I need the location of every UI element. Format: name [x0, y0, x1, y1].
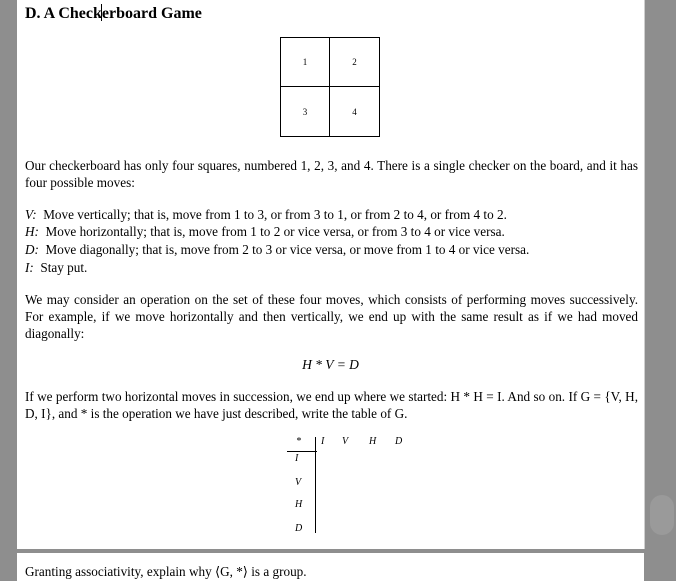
table-row-header-4: D — [295, 523, 303, 534]
move-h-line — [25, 223, 505, 240]
table-horizontal-rule — [287, 451, 317, 452]
document-page — [17, 0, 645, 549]
intro-paragraph: Our checkerboard has only four squares, numbered 1, 2, 3, and 4. There is a single checker on the board, and it has four possible moves: — [25, 158, 638, 190]
move-i-key: I: — [25, 260, 34, 275]
board-square-3: 3 — [281, 87, 330, 136]
move-i-line — [25, 259, 87, 276]
operation-paragraph: We may consider an operation on the set of these four moves, which consists of performing moves successively. For example, if we move horizontally and then vertically, we end up with the same result as if we had moved diagonally: — [25, 292, 638, 341]
table-row-header-2: V — [295, 477, 302, 488]
operation-table — [271, 436, 411, 536]
table-col-header-4: D — [395, 436, 403, 447]
move-v-text: Move vertically; that is, move from 1 to 3, or from 3 to 1, or from 2 to 4, or from 4 to 2. — [43, 207, 507, 222]
checkerboard-figure — [280, 37, 380, 137]
move-d-key: D: — [25, 242, 39, 257]
move-i-text: Stay put. — [40, 260, 88, 275]
move-h-text: Move horizontally; that is, move from 1 to 2 or vice versa, or from 3 to 4 or vice versa. — [45, 224, 505, 239]
heading-text-start: D. A Check — [25, 5, 102, 22]
example-equation: H * V = D — [302, 357, 359, 372]
move-d-line — [25, 241, 529, 258]
move-d-text: Move diagonally; that is, move from 2 to 3 or vice versa, or move from 1 to 4 or vice versa. — [45, 242, 530, 257]
table-corner-symbol: * — [296, 436, 301, 447]
move-v-line — [25, 206, 507, 223]
table-row-header-3: H — [295, 499, 303, 510]
scroll-thumb[interactable] — [650, 495, 674, 535]
board-square-4: 4 — [352, 106, 357, 117]
move-v-key: V: — [25, 207, 37, 222]
table-col-header-3: H — [369, 436, 377, 447]
table-col-header-2: V — [342, 436, 349, 447]
board-square-2: 2 — [330, 38, 379, 87]
board-square-1: 1 — [281, 38, 330, 87]
heading-text-end: erboard Game — [101, 5, 202, 22]
group-question: Granting associativity, explain why ⟨G, *⟩ is a group. — [25, 564, 307, 579]
table-col-header-1: I — [321, 436, 325, 447]
table-instructions-paragraph: If we perform two horizontal moves in succession, we end up where we started: H * H = I. And so on. If G = {V, H, D, I}, and * is the operation we have just described, write the table of G. — [25, 389, 638, 421]
table-row-header-1: I — [295, 453, 299, 464]
next-page — [17, 553, 644, 581]
move-h-key: H: — [25, 224, 39, 239]
section-heading — [25, 4, 202, 23]
